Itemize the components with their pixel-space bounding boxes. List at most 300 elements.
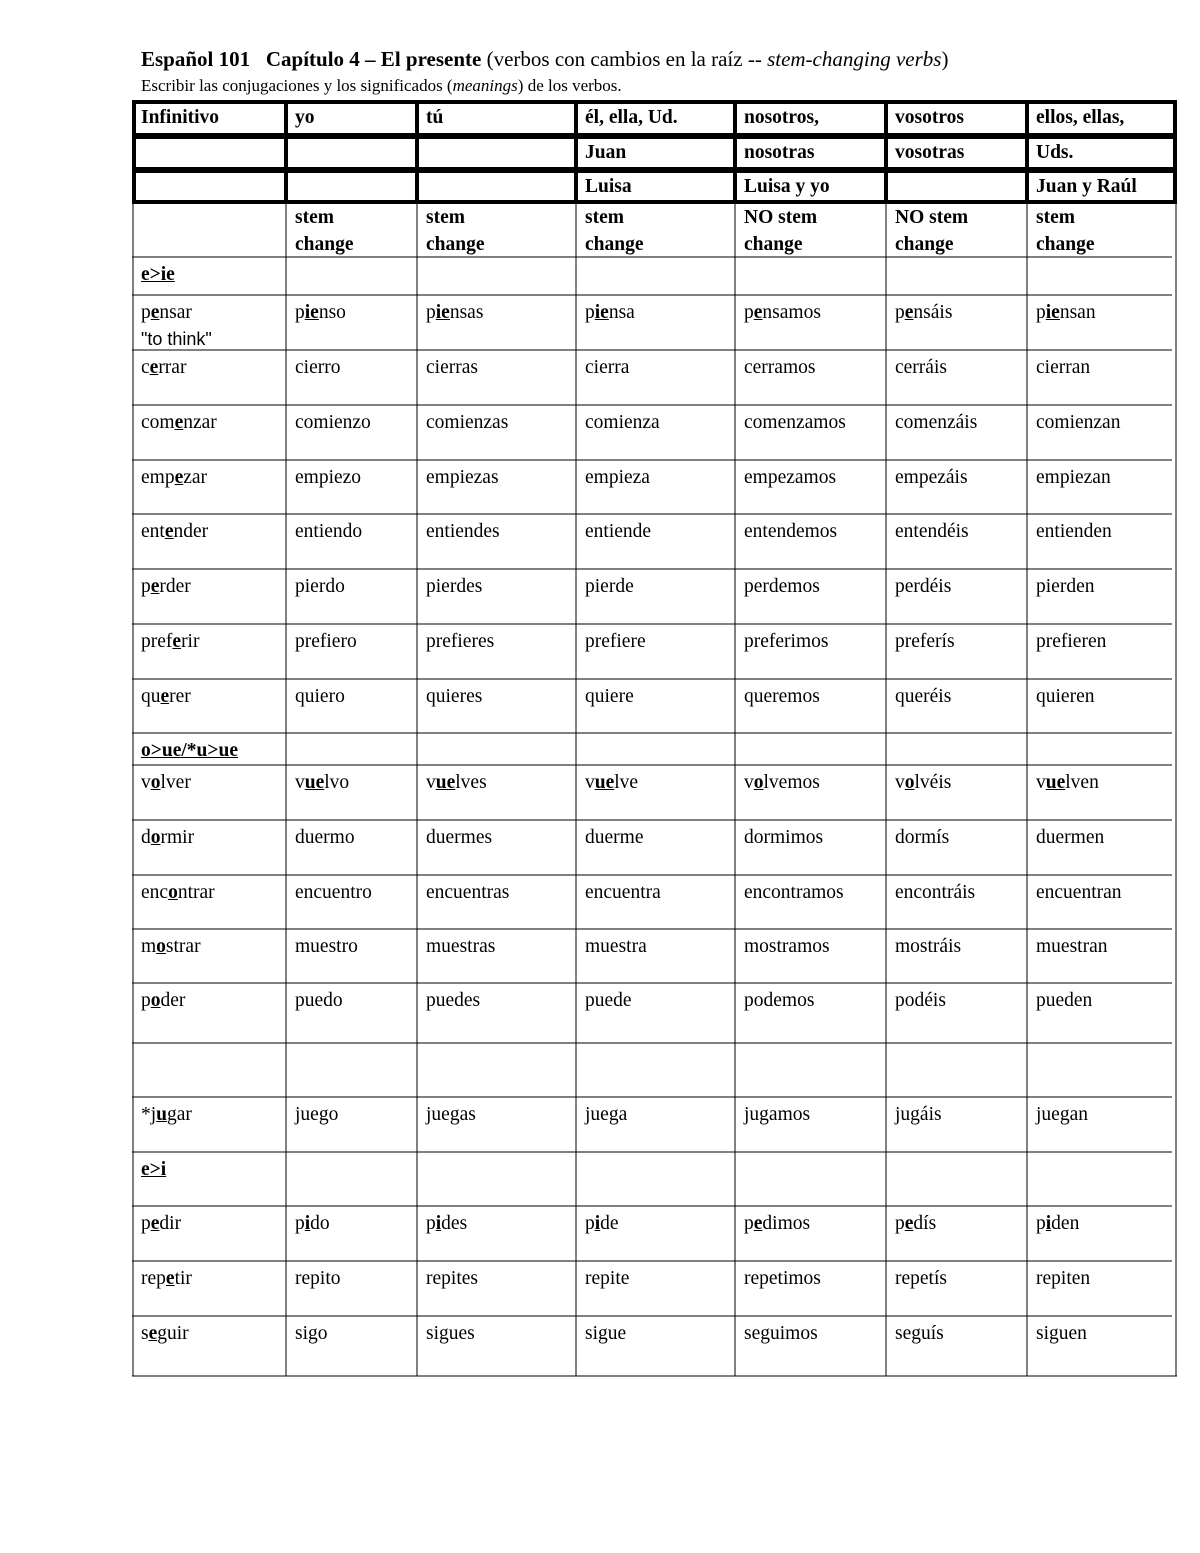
page-title — [141, 44, 948, 74]
verb-infinitive — [141, 354, 186, 381]
verb-form-ellos-ellas — [1036, 1210, 1079, 1237]
verb-form-tu — [426, 1265, 478, 1292]
verb-text: encuentro — [295, 882, 372, 903]
verb-text: encontramos — [744, 882, 844, 903]
verb-text: entiende — [585, 521, 652, 542]
verb-text: encuentran — [1036, 882, 1122, 903]
verb-form-yo — [295, 987, 343, 1014]
verb-form-tu — [426, 299, 483, 326]
verb-form-el-ella-ud — [585, 1320, 626, 1347]
verb-suffix: nsar — [159, 302, 192, 323]
verb-form-yo — [295, 518, 362, 545]
verb-form-ellos-ellas — [1036, 628, 1106, 655]
verb-form-el-ella-ud — [585, 354, 629, 381]
stem-vowel: e — [904, 1213, 914, 1234]
verb-form-ellos-ellas — [1036, 409, 1120, 436]
verb-text: quiere — [585, 686, 634, 707]
verb-suffix: lven — [1065, 772, 1099, 793]
stem-vowel: e — [174, 412, 184, 433]
verb-suffix: lvemos — [763, 772, 820, 793]
verb-suffix: strar — [165, 936, 201, 957]
verb-text: perdemos — [744, 576, 820, 597]
verb-text: empieza — [585, 467, 650, 488]
verb-text: duerme — [585, 827, 644, 848]
verb-infinitive — [141, 1320, 189, 1347]
verb-form-ellos-ellas — [1036, 683, 1094, 710]
verb-suffix: der — [160, 990, 186, 1011]
verb-text: pierdo — [295, 576, 345, 597]
verb-form-nosotros — [744, 879, 844, 906]
verb-text: siguen — [1036, 1323, 1087, 1344]
stem-vowel: ie — [435, 302, 450, 323]
verb-form-el-ella-ud — [585, 518, 651, 545]
verb-text: empezáis — [895, 467, 968, 488]
verb-suffix: rir — [181, 631, 200, 652]
verb-suffix: dís — [913, 1213, 937, 1234]
verb-text: jugamos — [744, 1104, 811, 1125]
stem-vowel: o — [156, 936, 166, 957]
verb-form-ellos-ellas — [1036, 299, 1096, 326]
verb-text: seguimos — [744, 1323, 818, 1344]
verb-suffix: nsa — [608, 302, 635, 323]
header-nosotros: Luisa y yo — [744, 176, 830, 197]
title-paren-close: ) — [941, 47, 949, 71]
header-nosotros: nosotras — [744, 142, 815, 163]
verb-suffix: guir — [157, 1323, 189, 1344]
stem-change-label: stem change — [426, 207, 485, 255]
stem-vowel: i — [1045, 1213, 1052, 1234]
stem-vowel: e — [150, 1213, 160, 1234]
header-tu: tú — [426, 107, 444, 128]
stem-change-label: NO stem change — [744, 207, 818, 255]
verb-suffix: gar — [167, 1104, 192, 1125]
verb-text: comienzan — [1036, 412, 1121, 433]
verb-prefix: v — [141, 772, 151, 793]
section-label: e>ie — [141, 264, 175, 285]
verb-text: puedes — [426, 990, 481, 1011]
verb-prefix: v — [895, 772, 905, 793]
verb-form-vosotros — [895, 933, 961, 960]
instructions-after: ) de los verbos. — [517, 76, 622, 95]
verb-form-vosotros — [895, 1101, 942, 1128]
verb-form-yo — [295, 1210, 330, 1237]
verb-form-el-ella-ud — [585, 879, 661, 906]
verb-text: comienzo — [295, 412, 371, 433]
verb-form-tu — [426, 683, 482, 710]
verb-infinitive — [141, 879, 215, 906]
stem-vowel: i — [304, 1213, 311, 1234]
verb-form-nosotros — [744, 464, 836, 491]
verb-form-tu — [426, 933, 495, 960]
verb-form-vosotros — [895, 879, 975, 906]
verb-form-tu — [426, 628, 494, 655]
verb-form-vosotros — [895, 1320, 944, 1347]
verb-prefix: emp — [141, 467, 175, 488]
stem-vowel: ue — [1045, 772, 1066, 793]
verb-form-yo — [295, 464, 361, 491]
verb-form-yo — [295, 573, 345, 600]
verb-form-ellos-ellas — [1036, 879, 1122, 906]
verb-text: sigue — [585, 1323, 627, 1344]
instructions-italic: meanings — [452, 76, 518, 95]
verb-form-yo — [295, 1265, 340, 1292]
verb-form-tu — [426, 464, 499, 491]
verb-form-tu — [426, 1210, 467, 1237]
verb-form-vosotros — [895, 769, 951, 796]
verb-prefix: p — [141, 990, 151, 1011]
verb-text: duermo — [295, 827, 355, 848]
header-el-ella-ud: Luisa — [585, 176, 632, 197]
verb-prefix: m — [141, 936, 157, 957]
verb-form-yo — [295, 824, 355, 851]
header-vosotros: vosotros — [895, 107, 964, 128]
verb-text: empezamos — [744, 467, 837, 488]
verb-infinitive — [141, 987, 185, 1014]
verb-form-vosotros — [895, 683, 951, 710]
verb-text: entendemos — [744, 521, 838, 542]
stem-vowel: e — [148, 1323, 158, 1344]
verb-form-el-ella-ud — [585, 573, 634, 600]
verb-form-vosotros — [895, 987, 946, 1014]
verb-form-el-ella-ud — [585, 987, 632, 1014]
verb-form-el-ella-ud — [585, 1265, 629, 1292]
course-name: Español 101 — [141, 47, 251, 71]
verb-prefix: v — [744, 772, 754, 793]
stem-vowel: i — [594, 1213, 601, 1234]
verb-text: muestras — [426, 936, 496, 957]
verb-infinitive — [141, 299, 212, 353]
stem-vowel: e — [150, 302, 160, 323]
title-paren-italic: stem-changing verbs — [767, 47, 942, 71]
verb-suffix: rmir — [160, 827, 195, 848]
verb-form-tu — [426, 1320, 475, 1347]
verb-suffix: nder — [173, 521, 209, 542]
verb-infinitive — [141, 464, 207, 491]
verb-form-yo — [295, 879, 372, 906]
stem-vowel: o — [904, 772, 915, 793]
verb-form-vosotros — [895, 628, 955, 655]
verb-form-tu — [426, 573, 482, 600]
verb-meaning: "to think" — [141, 329, 212, 349]
verb-prefix: ent — [141, 521, 165, 542]
verb-text: sigues — [426, 1323, 475, 1344]
verb-suffix: nsamos — [762, 302, 821, 323]
stem-vowel: ie — [594, 302, 609, 323]
verb-form-vosotros — [895, 1210, 936, 1237]
verb-form-ellos-ellas — [1036, 987, 1092, 1014]
verb-suffix: rder — [159, 576, 191, 597]
verb-text: prefiere — [585, 631, 646, 652]
stem-vowel: u — [156, 1104, 168, 1125]
verb-text: queremos — [744, 686, 820, 707]
verb-text: cierran — [1036, 357, 1091, 378]
verb-prefix: rep — [141, 1268, 166, 1289]
verb-form-tu — [426, 1101, 476, 1128]
header-vosotros: vosotras — [895, 142, 965, 163]
verb-form-tu — [426, 409, 508, 436]
verb-form-nosotros — [744, 1101, 810, 1128]
verb-text: cerramos — [744, 357, 816, 378]
verb-form-yo — [295, 628, 357, 655]
verb-form-nosotros — [744, 354, 815, 381]
stem-change-label: NO stem change — [895, 207, 969, 255]
verb-text: muestra — [585, 936, 647, 957]
verb-text: jugáis — [895, 1104, 942, 1125]
stem-change-label: stem change — [1036, 207, 1095, 255]
verb-form-yo — [295, 1320, 328, 1347]
verb-form-ellos-ellas — [1036, 573, 1094, 600]
verb-text: dormís — [895, 827, 950, 848]
verb-form-nosotros — [744, 769, 820, 796]
verb-suffix: de — [600, 1213, 619, 1234]
verb-form-vosotros — [895, 464, 968, 491]
verb-form-el-ella-ud — [585, 409, 660, 436]
stem-vowel: i — [435, 1213, 442, 1234]
verb-text: comienzas — [426, 412, 509, 433]
verb-form-vosotros — [895, 1265, 947, 1292]
verb-infinitive — [141, 824, 194, 851]
verb-prefix: p — [426, 302, 436, 323]
section-label: e>i — [141, 1159, 167, 1180]
verb-text: entiendo — [295, 521, 363, 542]
verb-prefix: p — [895, 1213, 905, 1234]
verb-suffix: zar — [183, 467, 208, 488]
verb-infinitive — [141, 1210, 181, 1237]
header-nosotros: nosotros, — [744, 107, 819, 128]
verb-suffix: lvéis — [914, 772, 952, 793]
stem-vowel: e — [172, 631, 182, 652]
verb-text: cierras — [426, 357, 478, 378]
verb-form-ellos-ellas — [1036, 464, 1111, 491]
stem-change-label: stem change — [295, 207, 354, 255]
stem-vowel: o — [753, 772, 764, 793]
verb-form-nosotros — [744, 683, 820, 710]
verb-text: juego — [295, 1104, 339, 1125]
verb-text: preferís — [895, 631, 955, 652]
stem-vowel: ue — [435, 772, 456, 793]
verb-prefix: c — [141, 357, 150, 378]
verb-form-ellos-ellas — [1036, 933, 1107, 960]
verb-prefix: v — [585, 772, 595, 793]
verb-text: repetimos — [744, 1268, 821, 1289]
verb-text: encuentra — [585, 882, 661, 903]
verb-form-vosotros — [895, 573, 951, 600]
verb-infinitive — [141, 683, 191, 710]
verb-text: pierde — [585, 576, 634, 597]
verb-form-yo — [295, 1101, 338, 1128]
verb-suffix: lver — [160, 772, 191, 793]
verb-infinitive — [141, 518, 208, 545]
verb-text: cierra — [585, 357, 630, 378]
stem-vowel: ie — [304, 302, 319, 323]
verb-text: entienden — [1036, 521, 1112, 542]
verb-prefix: *j — [141, 1104, 157, 1125]
header-ellos-ellas: ellos, ellas, — [1036, 107, 1125, 128]
verb-text: comienza — [585, 412, 660, 433]
verb-prefix: p — [1036, 1213, 1046, 1234]
verb-form-vosotros — [895, 518, 969, 545]
conjugation-table — [132, 100, 1177, 1377]
verb-form-ellos-ellas — [1036, 1101, 1088, 1128]
title-paren-open: (verbos con cambios en la raíz -- — [481, 47, 768, 71]
verb-text: sigo — [295, 1323, 328, 1344]
verb-form-el-ella-ud — [585, 1210, 619, 1237]
verb-form-nosotros — [744, 933, 830, 960]
verb-prefix: p — [426, 1213, 436, 1234]
verb-form-yo — [295, 409, 371, 436]
verb-prefix: p — [141, 302, 151, 323]
stem-vowel: e — [150, 576, 160, 597]
header-el-ella-ud: él, ella, Ud. — [585, 107, 678, 128]
stem-vowel: e — [753, 302, 763, 323]
header-ellos-ellas: Uds. — [1036, 142, 1074, 163]
verb-form-el-ella-ud — [585, 628, 646, 655]
stem-vowel: e — [160, 686, 170, 707]
verb-text: pierdes — [426, 576, 483, 597]
verb-infinitive — [141, 1101, 192, 1128]
verb-prefix: p — [295, 1213, 305, 1234]
stem-vowel: ue — [304, 772, 325, 793]
verb-text: juega — [585, 1104, 628, 1125]
verb-form-nosotros — [744, 299, 821, 326]
verb-text: empiezo — [295, 467, 362, 488]
verb-form-tu — [426, 518, 500, 545]
verb-text: encontráis — [895, 882, 976, 903]
stem-vowel: o — [168, 882, 178, 903]
verb-suffix: nso — [318, 302, 346, 323]
stem-vowel: o — [150, 827, 161, 848]
verb-text: muestran — [1036, 936, 1108, 957]
verb-prefix: p — [585, 302, 595, 323]
verb-text: juegas — [426, 1104, 476, 1125]
verb-form-tu — [426, 769, 487, 796]
header-el-ella-ud: Juan — [585, 142, 627, 163]
instructions-before: Escribir las conjugaciones y los significados ( — [141, 76, 453, 95]
verb-suffix: lves — [455, 772, 487, 793]
verb-suffix: nsan — [1059, 302, 1096, 323]
verb-form-nosotros — [744, 518, 837, 545]
stem-vowel: ue — [594, 772, 615, 793]
header-infinitivo: Infinitivo — [141, 107, 220, 128]
verb-suffix: den — [1051, 1213, 1080, 1234]
verb-text: entendéis — [895, 521, 969, 542]
stem-vowel: e — [164, 521, 174, 542]
verb-prefix: v — [1036, 772, 1046, 793]
verb-text: repito — [295, 1268, 341, 1289]
verb-form-nosotros — [744, 573, 820, 600]
verb-text: repites — [426, 1268, 478, 1289]
verb-form-el-ella-ud — [585, 824, 643, 851]
stem-vowel: o — [150, 772, 161, 793]
verb-text: muestro — [295, 936, 358, 957]
verb-form-yo — [295, 769, 349, 796]
stem-vowel: e — [165, 1268, 175, 1289]
verb-form-yo — [295, 299, 346, 326]
section-label: o>ue/*u>ue — [141, 740, 238, 761]
verb-prefix: p — [1036, 302, 1046, 323]
verb-form-nosotros — [744, 628, 828, 655]
verb-text: mostráis — [895, 936, 962, 957]
verb-form-nosotros — [744, 1210, 810, 1237]
verb-form-tu — [426, 354, 478, 381]
verb-form-nosotros — [744, 987, 814, 1014]
verb-form-nosotros — [744, 824, 823, 851]
stem-vowel: o — [150, 990, 161, 1011]
verb-form-vosotros — [895, 824, 949, 851]
verb-text: repiten — [1036, 1268, 1091, 1289]
verb-suffix: nsas — [449, 302, 484, 323]
verb-prefix: p — [141, 1213, 151, 1234]
verb-form-vosotros — [895, 409, 977, 436]
verb-suffix: lvo — [324, 772, 350, 793]
verb-suffix: rer — [169, 686, 191, 707]
verb-text: prefiero — [295, 631, 357, 652]
verb-prefix: enc — [141, 882, 169, 903]
stem-vowel: e — [904, 302, 914, 323]
header-ellos-ellas: Juan y Raúl — [1036, 176, 1137, 197]
verb-text: prefieren — [1036, 631, 1107, 652]
verb-suffix: dir — [159, 1213, 182, 1234]
verb-prefix: s — [141, 1323, 149, 1344]
verb-form-ellos-ellas — [1036, 769, 1099, 796]
verb-text: queréis — [895, 686, 952, 707]
verb-infinitive — [141, 409, 217, 436]
chapter-name: Capítulo 4 – El presente — [265, 47, 482, 71]
verb-text: quieren — [1036, 686, 1095, 707]
stem-vowel: e — [753, 1213, 763, 1234]
verb-prefix: p — [295, 302, 305, 323]
verb-text: repetís — [895, 1268, 947, 1289]
verb-form-nosotros — [744, 1320, 818, 1347]
verb-suffix: des — [441, 1213, 468, 1234]
verb-text: mostramos — [744, 936, 830, 957]
verb-infinitive — [141, 1265, 192, 1292]
verb-suffix: nsáis — [913, 302, 953, 323]
stem-vowel: e — [174, 467, 184, 488]
verb-prefix: com — [141, 412, 175, 433]
verb-prefix: v — [426, 772, 436, 793]
verb-text: comenzamos — [744, 412, 846, 433]
verb-text: seguís — [895, 1323, 944, 1344]
verb-text: cierro — [295, 357, 341, 378]
verb-text: cerráis — [895, 357, 947, 378]
verb-prefix: p — [141, 576, 151, 597]
verb-form-nosotros — [744, 409, 846, 436]
verb-text: podéis — [895, 990, 946, 1011]
verb-form-vosotros — [895, 354, 947, 381]
verb-suffix: rrar — [158, 357, 187, 378]
verb-form-yo — [295, 354, 340, 381]
verb-suffix: dimos — [762, 1213, 811, 1234]
verb-form-el-ella-ud — [585, 299, 635, 326]
verb-text: puedo — [295, 990, 343, 1011]
verb-form-nosotros — [744, 1265, 821, 1292]
verb-infinitive — [141, 933, 201, 960]
verb-text: juegan — [1036, 1104, 1088, 1125]
verb-text: puede — [585, 990, 632, 1011]
verb-form-vosotros — [895, 299, 952, 326]
verb-text: encuentras — [426, 882, 510, 903]
verb-form-el-ella-ud — [585, 769, 638, 796]
verb-text: repite — [585, 1268, 630, 1289]
verb-form-ellos-ellas — [1036, 1320, 1087, 1347]
verb-form-ellos-ellas — [1036, 518, 1112, 545]
stem-vowel: ie — [1045, 302, 1060, 323]
verb-form-el-ella-ud — [585, 933, 647, 960]
verb-text: podemos — [744, 990, 815, 1011]
verb-form-tu — [426, 824, 492, 851]
verb-text: comenzáis — [895, 412, 978, 433]
